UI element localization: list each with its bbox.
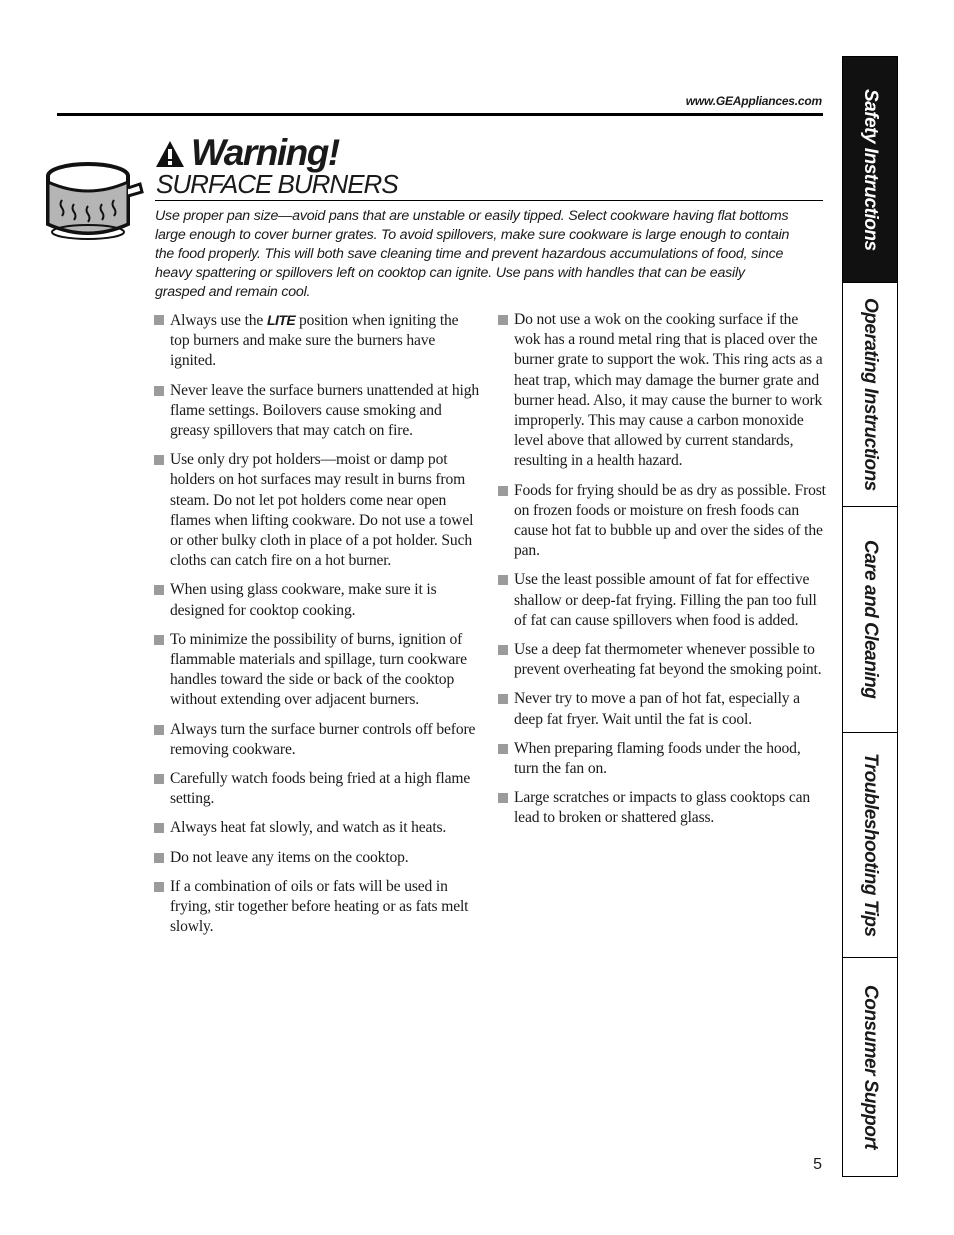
warning-triangle-icon bbox=[155, 140, 185, 168]
list-item bbox=[154, 877, 480, 938]
bullet-square-icon bbox=[154, 823, 164, 833]
bullet-square-icon bbox=[154, 774, 164, 784]
bullet-square-icon bbox=[498, 744, 508, 754]
bullet-text: Do not leave any items on the cooktop. bbox=[170, 848, 409, 866]
bullet-text: Use the least possible amount of fat for effective shallow or deep-fat frying. Filling the pan too full of fat can cause spillovers when food is added. bbox=[514, 571, 817, 629]
bullet-square-icon bbox=[498, 486, 508, 496]
page-number: 5 bbox=[813, 1156, 822, 1173]
bullet-text: Always heat fat slowly, and watch as it heats. bbox=[170, 819, 447, 837]
intro-paragraph: Use proper pan size—avoid pans that are unstable or easily tipped. Select cookware having flat bottoms large enough to cover burner grates. To avoid spillovers, make sure cookware is large enough to contain the food properly. This will both save cleaning time and prevent hazardous accumulations of food, since heavy spattering or spillovers left on cooktop can ignite. Use pans with handles that can be easily grasped and remain cool. bbox=[155, 208, 790, 300]
bullet-text: Carefully watch foods being fried at a high flame setting. bbox=[170, 770, 471, 808]
list-item bbox=[154, 630, 480, 711]
bullet-square-icon bbox=[498, 315, 508, 325]
tab-operating-instructions[interactable] bbox=[843, 283, 897, 507]
bullet-square-icon bbox=[154, 635, 164, 645]
bullet-text: Always turn the surface burner controls off before removing cookware. bbox=[170, 720, 476, 758]
list-item bbox=[154, 769, 480, 809]
list-item bbox=[154, 381, 480, 442]
bullet-square-icon bbox=[154, 882, 164, 892]
bullet-text: When using glass cookware, make sure it is designed for cooktop cooking. bbox=[170, 581, 437, 619]
list-item bbox=[154, 580, 480, 620]
list-item bbox=[498, 310, 826, 472]
steaming-pot-icon bbox=[44, 150, 144, 250]
tab-troubleshooting-tips[interactable] bbox=[843, 733, 897, 958]
bullet-square-icon bbox=[498, 793, 508, 803]
warning-title-text: Warning! bbox=[191, 132, 339, 173]
bullet-text-after: position when igniting the top burners and make sure the burners have ignited. bbox=[170, 312, 459, 370]
tab-label: Care and Cleaning bbox=[860, 540, 881, 699]
bullet-text: To minimize the possibility of burns, ignition of flammable materials and spillage, turn cookware handles toward the side or back of the cooktop without extending over adjacent burners. bbox=[170, 630, 467, 709]
tab-label: Safety Instructions bbox=[860, 88, 881, 251]
bullet-text: Use a deep fat thermometer whenever possible to prevent overheating fat beyond the smoking point. bbox=[514, 641, 822, 679]
bullet-square-icon bbox=[498, 645, 508, 655]
bullet-square-icon bbox=[154, 725, 164, 735]
bullet-square-icon bbox=[498, 694, 508, 704]
tab-label: Operating Instructions bbox=[860, 298, 881, 491]
section-tabs bbox=[842, 56, 898, 1177]
warning-heading bbox=[155, 133, 339, 173]
list-item bbox=[154, 450, 480, 571]
website-url: www.GEAppliances.com bbox=[685, 94, 822, 108]
bullet-text: Foods for frying should be as dry as possible. Frost on frozen foods or moisture on fresh foods can cause hot fat to bubble up and over the sides of the pan. bbox=[514, 481, 826, 560]
bullet-text: If a combination of oils or fats will be used in frying, stir together before heating or as fats melt slowly. bbox=[170, 877, 469, 936]
bullet-square-icon bbox=[154, 315, 164, 325]
header-rule bbox=[57, 113, 823, 116]
tab-care-and-cleaning[interactable] bbox=[843, 507, 897, 733]
bullet-text: Never try to move a pan of hot fat, especially a deep fat fryer. Wait until the fat is cool. bbox=[514, 690, 800, 728]
tab-consumer-support[interactable] bbox=[843, 958, 897, 1176]
bullet-text: When preparing flaming foods under the hood, turn the fan on. bbox=[514, 739, 801, 778]
bullet-square-icon bbox=[154, 455, 164, 465]
bullet-square-icon bbox=[154, 585, 164, 595]
title-rule bbox=[155, 200, 823, 201]
list-item bbox=[498, 689, 826, 729]
list-item bbox=[498, 570, 826, 631]
bullet-text: Never leave the surface burners unattended at high flame settings. Boilovers cause smoking and greasy spillovers that may catch on fire. bbox=[170, 381, 479, 440]
list-item bbox=[498, 788, 826, 828]
bullet-text: Large scratches or impacts to glass cooktops can lead to broken or shattered glass. bbox=[514, 789, 811, 827]
lite-label: LITE bbox=[266, 312, 296, 328]
right-column bbox=[498, 310, 826, 838]
tab-label: Consumer Support bbox=[860, 984, 881, 1150]
bullet-text: Use only dry pot holders—moist or damp pot holders on hot surfaces may result in burns from steam. Do not let pot holders come near open flames when lifting cookware. Do not use a towel or other bulky cloth in place of a pot holder. Such cloths can catch fire on a hot burner. bbox=[170, 451, 474, 570]
left-column bbox=[154, 310, 480, 946]
list-item bbox=[154, 848, 480, 868]
tab-safety-instructions[interactable] bbox=[843, 57, 897, 283]
list-item bbox=[498, 739, 826, 779]
bullet-text-before: Always use the bbox=[170, 312, 267, 329]
section-title: SURFACE BURNERS bbox=[156, 169, 398, 199]
list-item bbox=[498, 481, 826, 562]
bullet-square-icon bbox=[154, 386, 164, 396]
list-item bbox=[154, 818, 480, 838]
bullet-text: Do not use a wok on the cooking surface if the wok has a round metal ring that is placed over the burner grate to support the wok. This ring acts as a heat trap, which may damage the burner grate and burner head. Also, it may cause the burner to work improperly. This may cause a carbon monoxide level above that allowed by current standards, resulting in a health hazard. bbox=[514, 311, 823, 470]
list-item bbox=[154, 310, 480, 372]
bullet-square-icon bbox=[498, 575, 508, 585]
bullet-square-icon bbox=[154, 853, 164, 863]
tab-label: Troubleshooting Tips bbox=[860, 753, 881, 937]
list-item bbox=[154, 720, 480, 760]
list-item bbox=[498, 640, 826, 680]
